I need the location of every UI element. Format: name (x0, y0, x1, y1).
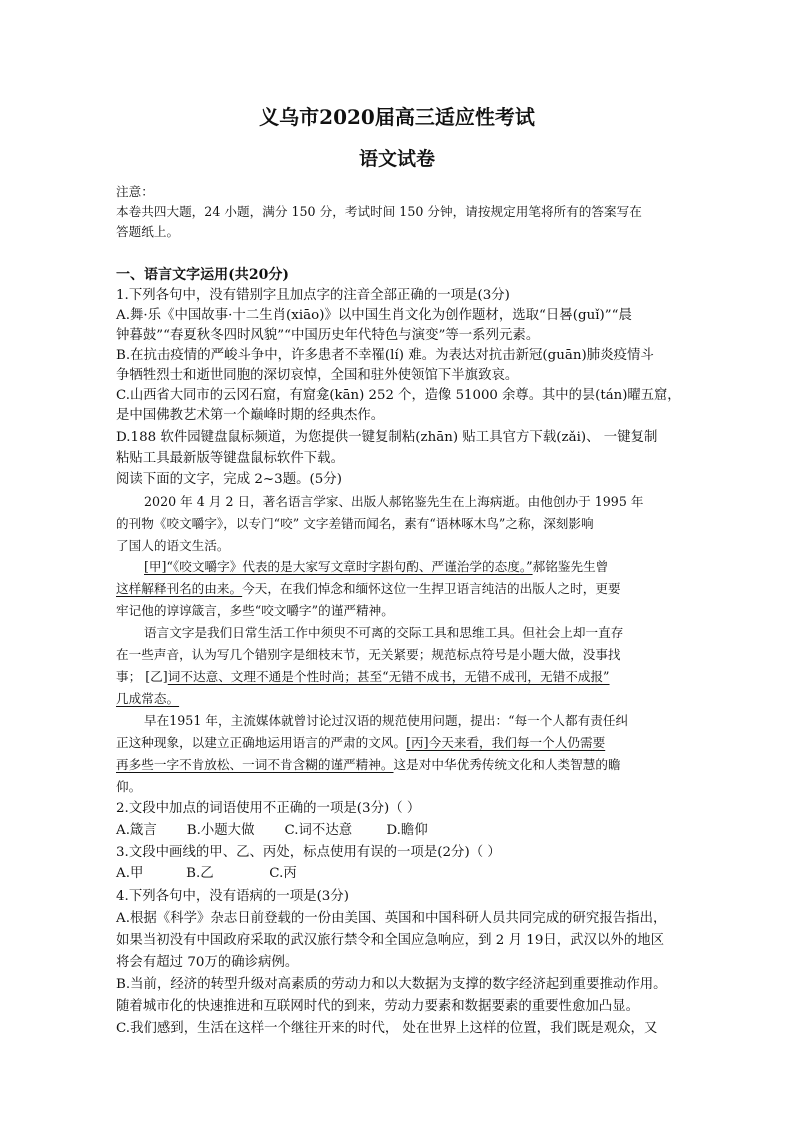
passage-line (116, 689, 681, 709)
exam-subject-title: 语文试卷 (358, 148, 435, 170)
question-1-option-c-cont: 是中国佛教艺术第一个巅峰时期的经典杰作。 (116, 408, 385, 423)
underlined-sentence-jia-cont: 这样解释刊名的由来。 (116, 581, 243, 596)
passage-line (116, 667, 681, 687)
passage-text: 正这种现象，以建立正确地运用语言的严肃的文风。 (116, 735, 407, 750)
question-4-option-c: C.我们感到，生活在这样一个继往开来的时代， 处在世界上这样的位置，我们既是观众，又 (116, 1021, 658, 1036)
question-1-option-b: B.在抗击疫情的严峻斗争中，许多患者不幸罹(lí) 难。为表达对抗击新冠(guān)肺炎疫情斗 (116, 348, 654, 363)
question-1-stem: 1.下列各句中，没有错别字且加点字的注音全部正确的一项是(3分) (116, 288, 510, 303)
passage-text: 郝铭鉴先生曾 (532, 559, 609, 574)
underlined-sentence-jia: [甲]“《咬文嚼字》代表的是大家写文章时字斟句酌、严谨治学的态度。” (144, 559, 533, 574)
passage-line: 仰。 (116, 779, 142, 794)
passage-line: 了国人的语文生活。 (116, 538, 230, 553)
underlined-sentence-yi: 词不达意、文理不通是个性时尚；甚至“无错不成书，无错不成刊，无错不成报” (167, 669, 610, 684)
underlined-sentence-bing-cont: 再多些一字不肯放松、一词不肯含糊的谨严精神。 (116, 757, 394, 772)
question-4-option-a-cont: 如果当初没有中国政府采取的武汉旅行禁令和全国应急响应，到 2 月 19日，武汉以外的地区 (116, 933, 665, 948)
question-2-options: A.箴言 B.小题大做 C.词不达意 D.瞻仰 (116, 823, 428, 838)
passage-line (116, 755, 681, 775)
question-1-option-a-cont: 钟暮鼓”“春夏秋冬四时风貌”“中国历史年代特色与演变”等一系列元素。 (116, 328, 540, 343)
passage-line: 早在1951 年，主流媒体就曾讨论过汉语的规范使用问题，提出：“每一个人都有责任纠 (144, 713, 629, 728)
notice-heading: 注意： (116, 184, 154, 199)
passage-text: 今天，在我们悼念和缅怀这位一生捍卫语言纯洁的出版人之时，更要 (242, 581, 621, 596)
passage-text: 这是对中华优秀传统文化和人类智慧的瞻 (393, 757, 621, 772)
question-4-option-b: B.当前，经济的转型升级对高素质的劳动力和以大数据为支撑的数字经济起到重要推动作用。 (116, 977, 667, 992)
reading-intro: 阅读下面的文字，完成 2~3题。(5分) (116, 472, 342, 487)
question-4-option-a: A.根据《科学》杂志日前登载的一份由美国、英国和中国科研人员共同完成的研究报告指出， (116, 911, 667, 926)
question-4-option-a-cont: 将会有超过 70万的确诊病例。 (116, 955, 299, 970)
passage-text: 事； [乙] (116, 669, 168, 684)
question-1-option-a: A.舞·乐《中国故事·十二生肖(xiāo)》以中国生肖文化为创作题材，选取“日晷(guǐ)”“晨 (116, 308, 632, 323)
passage-line: 2020 年 4 月 2 日，著名语言学家、出版人郝铭鉴先生在上海病逝。由他创办于 1995 年 (144, 494, 644, 509)
question-3-options: A.甲 B.乙 C.丙 (116, 866, 297, 881)
section-heading: 一、语言文字运用(共20分) (116, 267, 290, 283)
passage-line: 在一些声音，认为写几个错别字是细枝末节，无关紧要；规范标点符号是小题大做，没事找 (116, 647, 621, 662)
underlined-sentence-bing: [丙]今天来看，我们每一个人仍需要 (406, 735, 606, 750)
passage-line (144, 557, 681, 577)
passage-line: 牢记他的谆谆箴言，多些“咬文嚼字”的谨严精神。 (116, 603, 394, 618)
question-4-option-b-cont: 随着城市化的快速推进和互联网时代的到来，劳动力要素和数据要素的重要性愈加凸显。 (116, 999, 640, 1014)
question-4-stem: 4.下列各句中，没有语病的一项是(3分) (116, 889, 350, 904)
passage-line (116, 579, 681, 599)
question-2-stem: 2.文段中加点的词语使用不正确的一项是(3分)（ ） (116, 801, 421, 816)
notice-line: 本卷共四大题，24 小题，满分 150 分，考试时间 150 分钟，请按规定用笔将所有的答案写在 (116, 204, 642, 219)
question-3-stem: 3.文段中画线的甲、乙、丙处，标点使用有误的一项是(2分)（ ） (116, 845, 501, 860)
question-1-option-b-cont: 争牺牲烈士和逝世同胞的深切哀悼，全国和驻外使领馆下半旗致哀。 (116, 368, 519, 383)
exam-title: 义乌市2020届高三适应性考试 (259, 105, 535, 129)
passage-line: 语言文字是我们日常生活工作中须臾不可离的交际工具和思维工具。但社会上却一直存 (144, 625, 624, 640)
notice-line: 答题纸上。 (116, 224, 180, 239)
question-1-option-d-cont: 粘贴工具最新版等键盘鼠标软件下载。 (116, 451, 344, 466)
question-1-option-d: D.188 软件园键盘鼠标频道，为您提供一键复制粘(zhān) 贴工具官方下载(zǎi)、 一键复制 (116, 430, 658, 445)
question-1-option-c: C.山西省大同市的云冈石窟，有窟龛(kān) 252 个，造像 51000 余尊。其中的昙(tán)曜五窟， (116, 388, 681, 403)
passage-line (116, 733, 681, 753)
passage-line: 的刊物《咬文嚼字》，以专门“咬” 文字差错而闻名，素有“语林啄木鸟”之称，深刻影响 (116, 516, 594, 531)
underlined-sentence-yi-cont: 几成常态。 (116, 691, 180, 706)
